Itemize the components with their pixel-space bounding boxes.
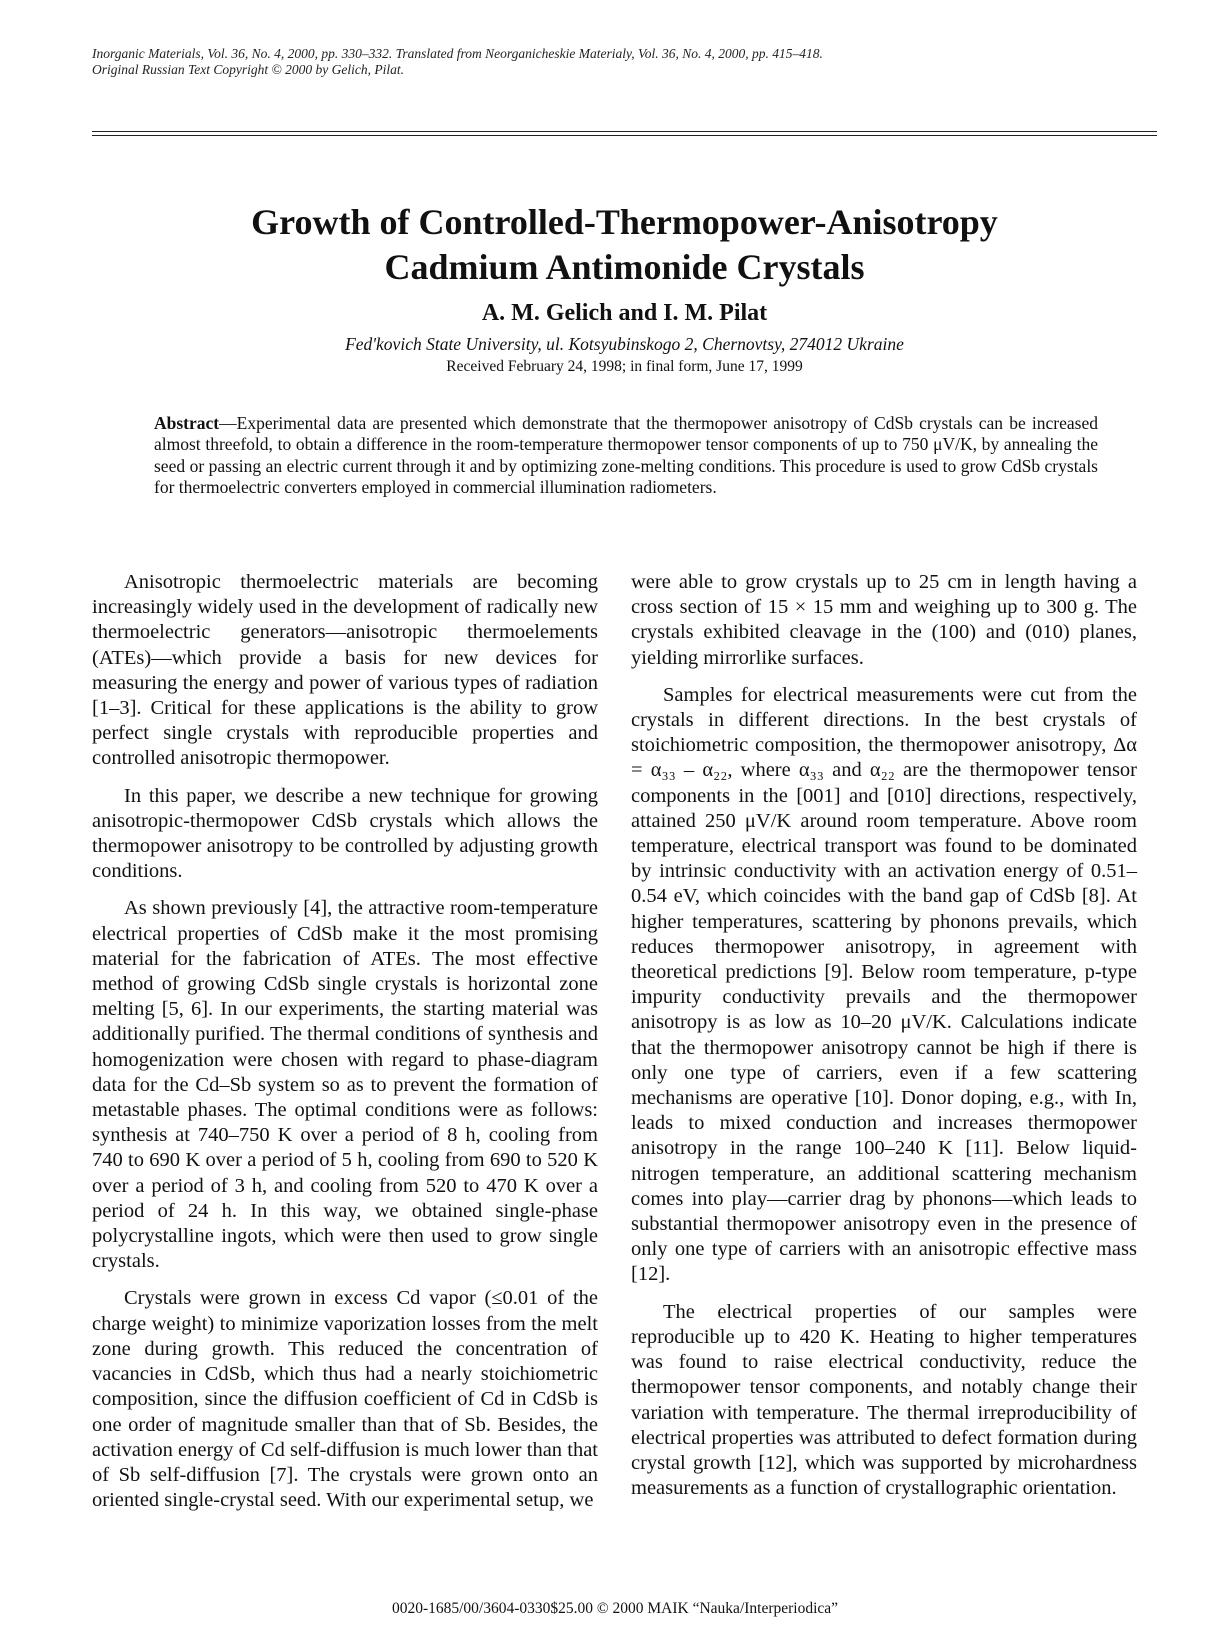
paragraph: The electrical properties of our samples were reproducible up to 420 K. Heating to higher temperatures was found to raise electrical conductivity, reduce the thermopower tensor components, and notably change their variation with temperature. The thermal irreproducibility of electrical properties was attributed to defect formation during crystal growth [12], which was supported by microhardness measurements as a function of crystallographic orientation. xyxy=(631,1300,1137,1500)
paragraph: Samples for electrical measurements were cut from the crystals in different directions. In the best crystals of stoichiometric composition, the thermopower anisotropy, Δα = α₃₃ – α₂₂, where α₃₃ and α₂₂ are the thermopower tensor components in the [001] and [010] directions, respectively, attained 250 μV/K around room temperature. Above room temperature, electrical transport was found to be dominated by intrinsic conductivity with an activation energy of 0.51–0.54 eV, which coincides with the band gap of CdSb [8]. At higher temperatures, scattering by phonons prevails, which reduces thermopower anisotropy, in agreement with theoretical predictions [9]. Below room temperature, p-type impurity conductivity prevails and the thermopower anisotropy is as low as 10–20 μV/K. Calculations indicate that the thermopower anisotropy cannot be high if there is only one type of carriers, even if a few scattering mechanisms are operative [10]. Donor doping, e.g., with In, leads to mixed conduction and increases thermopower anisotropy in the range 100–240 K [11]. Below liquid-nitrogen temperature, an additional scattering mechanism comes into play—carrier drag by phonons—which leads to substantial thermopower anisotropy even in the presence of only one type of carriers with an anisotropic effective mass [12]. xyxy=(631,683,1137,1286)
journal-header xyxy=(92,46,1152,78)
rule-line xyxy=(92,131,1157,132)
left-column xyxy=(92,570,598,1525)
header-copyright: Original Russian Text Copyright © 2000 by Gelich, Pilat. xyxy=(92,62,404,77)
paper-title xyxy=(92,200,1157,290)
title-line-2: Cadmium Antimonide Crystals xyxy=(384,247,865,287)
authors: A. M. Gelich and I. M. Pilat xyxy=(481,300,768,326)
paragraph: As shown previously [4], the attractive room-temperature electrical properties of CdSb make it the most promising material for the fabrication of ATEs. The most effective method of growing CdSb single crystals is horizontal zone melting [5, 6]. In our experiments, the starting material was additionally purified. The thermal conditions of synthesis and homogenization were chosen with regard to phase-diagram data for the Cd–Sb system so as to prevent the formation of metastable phases. The optimal conditions were as follows: synthesis at 740–750 K over a period of 8 h, cooling from 740 to 690 K over a period of 5 h, cooling from 690 to 520 K over a period of 3 h, and cooling from 520 to 470 K over a period of 24 h. In this way, we obtained single-phase polycrystalline ingots, which were then used to grow single crystals. xyxy=(92,897,598,1273)
abstract-label: Abstract xyxy=(154,413,220,433)
paragraph-continued: were able to grow crystals up to 25 cm in length having a cross section of 15 × 15 mm and weighing up to 300 g. The crystals exhibited cleavage in the (100) and (010) planes, yielding mirrorlike surfaces. xyxy=(631,571,1137,669)
title-line-1: Growth of Controlled-Thermopower-Anisotropy xyxy=(251,202,998,242)
right-column xyxy=(631,570,1137,1513)
title-block xyxy=(92,200,1157,378)
header-rules xyxy=(92,131,1157,139)
paragraph: In this paper, we describe a new technique for growing anisotropic-thermopower CdSb crystals which allows the thermopower anisotropy to be controlled by adjusting growth conditions. xyxy=(92,784,598,883)
paragraph: Anisotropic thermoelectric materials are becoming increasingly widely used in the development of radically new thermoelectric generators—anisotropic thermoelements (ATEs)—which provide a basis for new devices for measuring the energy and power of various types of radiation [1–3]. Critical for these applications is the ability to grow perfect single crystals with reproducible properties and controlled anisotropic thermopower. xyxy=(92,571,598,770)
abstract-text: —Experimental data are presented which demonstrate that the thermopower anisotropy of CdSb crystals can be increased almost threefold, to obtain a difference in the room-temperature thermopower tensor components of up to 750 μV/K, by annealing the seed or passing an electric current through it and by optimizing zone-melting conditions. This procedure is used to grow CdSb crystals for thermoelectric converters employed in commercial illumination radiometers. xyxy=(154,413,1098,498)
abstract xyxy=(154,413,1098,499)
received-date: Received February 24, 1998; in final form, June 17, 1999 xyxy=(446,358,803,375)
affiliation: Fed'kovich State University, ul. Kotsyubinskogo 2, Chernovtsy, 274012 Ukraine xyxy=(345,334,904,354)
page-footer: 0020-1685/00/3604-0330$25.00 © 2000 MAIK “Nauka/Interperiodica” xyxy=(391,1600,839,1617)
paragraph: Crystals were grown in excess Cd vapor (≤0.01 of the charge weight) to minimize vaporization losses from the melt zone during growth. This reduced the concentration of vacancies in CdSb, which thus had a nearly stoichiometric composition, since the diffusion coefficient of Cd in CdSb is one order of magnitude smaller than that of Sb. Besides, the activation energy of Cd self-diffusion is much lower than that of Sb self-diffusion [7]. The crystals were grown onto an oriented single-crystal seed. With our experimental setup, we xyxy=(92,1287,598,1512)
header-citation: Inorganic Materials, Vol. 36, No. 4, 2000, pp. 330–332. Translated from Neorganicheskie Materialy, Vol. 36, No. 4, 2000, pp. 415–418. xyxy=(92,46,823,61)
rule-line xyxy=(92,135,1157,136)
